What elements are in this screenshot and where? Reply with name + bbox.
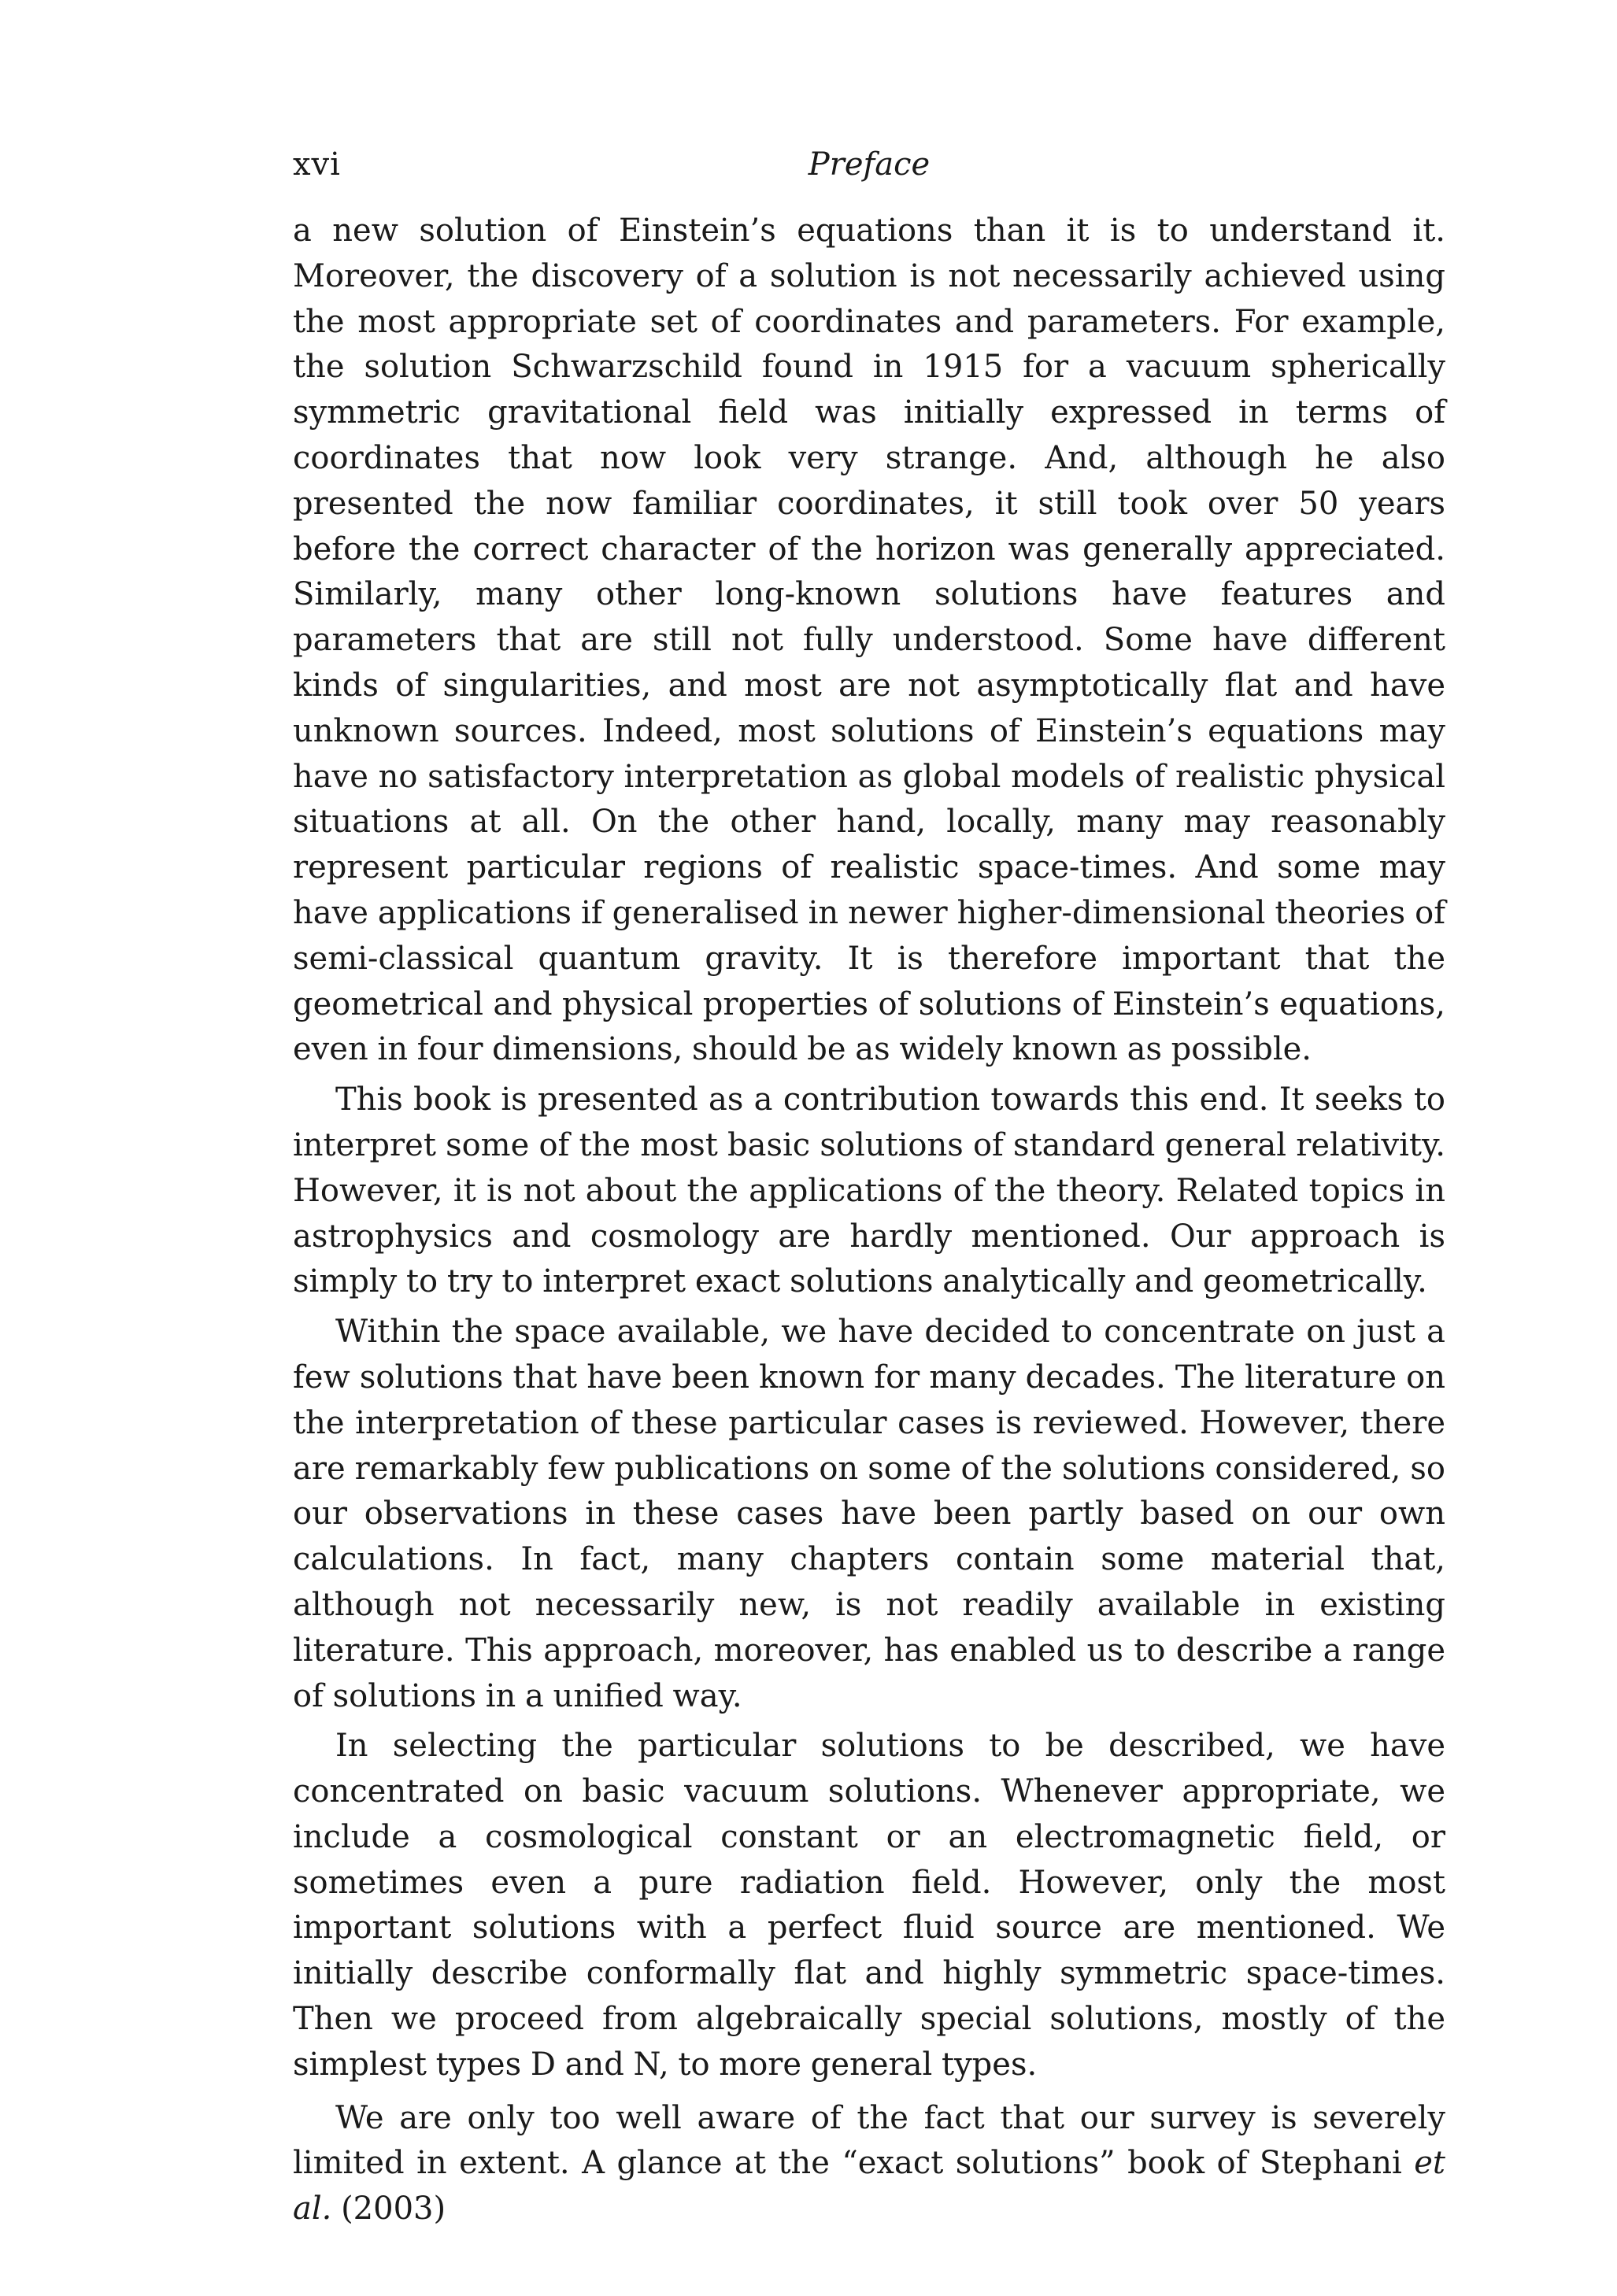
- citation-year: (2003): [331, 2191, 446, 2228]
- page-number: xvi: [293, 146, 341, 183]
- paragraph-text: We are only too well aware of the fact that our survey is severely limited in extent. A glance at the “exact solutions” book of Stephani: [293, 2099, 1445, 2182]
- paragraph: In selecting the particular solutions to be described, we have concentrated on basic vacuum solutions. Whenever appropriate, we include a cosmological constant or an electromagnetic field, or sometimes even a pure radiation field. However, only the most important solutions with a perfect fluid source are mentioned. We initially describe conformally flat and highly symmetric space-times. Then we proceed from algebraically special solutions, mostly of the simplest types D and N, to more general types.: [293, 1728, 1445, 2083]
- paragraph: This book is presented as a contribution towards this end. It seeks to interpret some of the most basic solutions of standard general relativity. However, it is not about the applications of the theory. Related topics in astrophysics and cosmology are hardly mentioned. Our approach is simply to try to interpret exact solutions analytically and geometrically.: [293, 1081, 1445, 1300]
- paragraph-continued: a new solution of Einstein’s equations than it is to understand it. Moreover, the discovery of a solution is not necessarily achieved using the most appropriate set of coordinates and parameters. For example, the solution Schwarzschild found in 1915 for a vacuum spherically symmetric gravitational field was initially expressed in terms of coordinates that now look very strange. And, although he also presented the now familiar coordinates, it still took over 50 years before the correct character of the horizon was generally appreciated. Similarly, many other long-known solutions have features and parameters that are still not fully understood. Some have different kinds of singularities, and most are not asymptotically flat and have unknown sources. Indeed, most solutions of Einstein’s equations may have no satisfactory interpretation as global models of realistic physical situations at all. On the other hand, locally, many may reasonably represent particular regions of realistic space-times. And some may have applications if generalised in newer higher-dimensional theories of semi-classical quantum gravity. It is therefore important that the geometrical and physical properties of solutions of Einstein’s equations, even in four dimensions, should be as widely known as possible.: [293, 213, 1445, 1068]
- body-text: [293, 209, 1445, 2232]
- running-head: [293, 146, 1445, 194]
- chapter-title: Preface: [808, 146, 931, 183]
- paragraph-last: [293, 2096, 1445, 2232]
- paragraph: Within the space available, we have decided to concentrate on just a few solutions that have been known for many decades. The literature on the interpretation of these particular cases is reviewed. However, there are remarkably few publications on some of the solutions considered, so our observations in these cases have been partly based on our own calculations. In fact, many chapters contain some material that, although not necessarily new, is not readily available in existing literature. This approach, moreover, has enabled us to describe a range of solutions in a unified way.: [293, 1314, 1445, 1714]
- citation-et-al: et al.: [293, 2145, 1445, 2228]
